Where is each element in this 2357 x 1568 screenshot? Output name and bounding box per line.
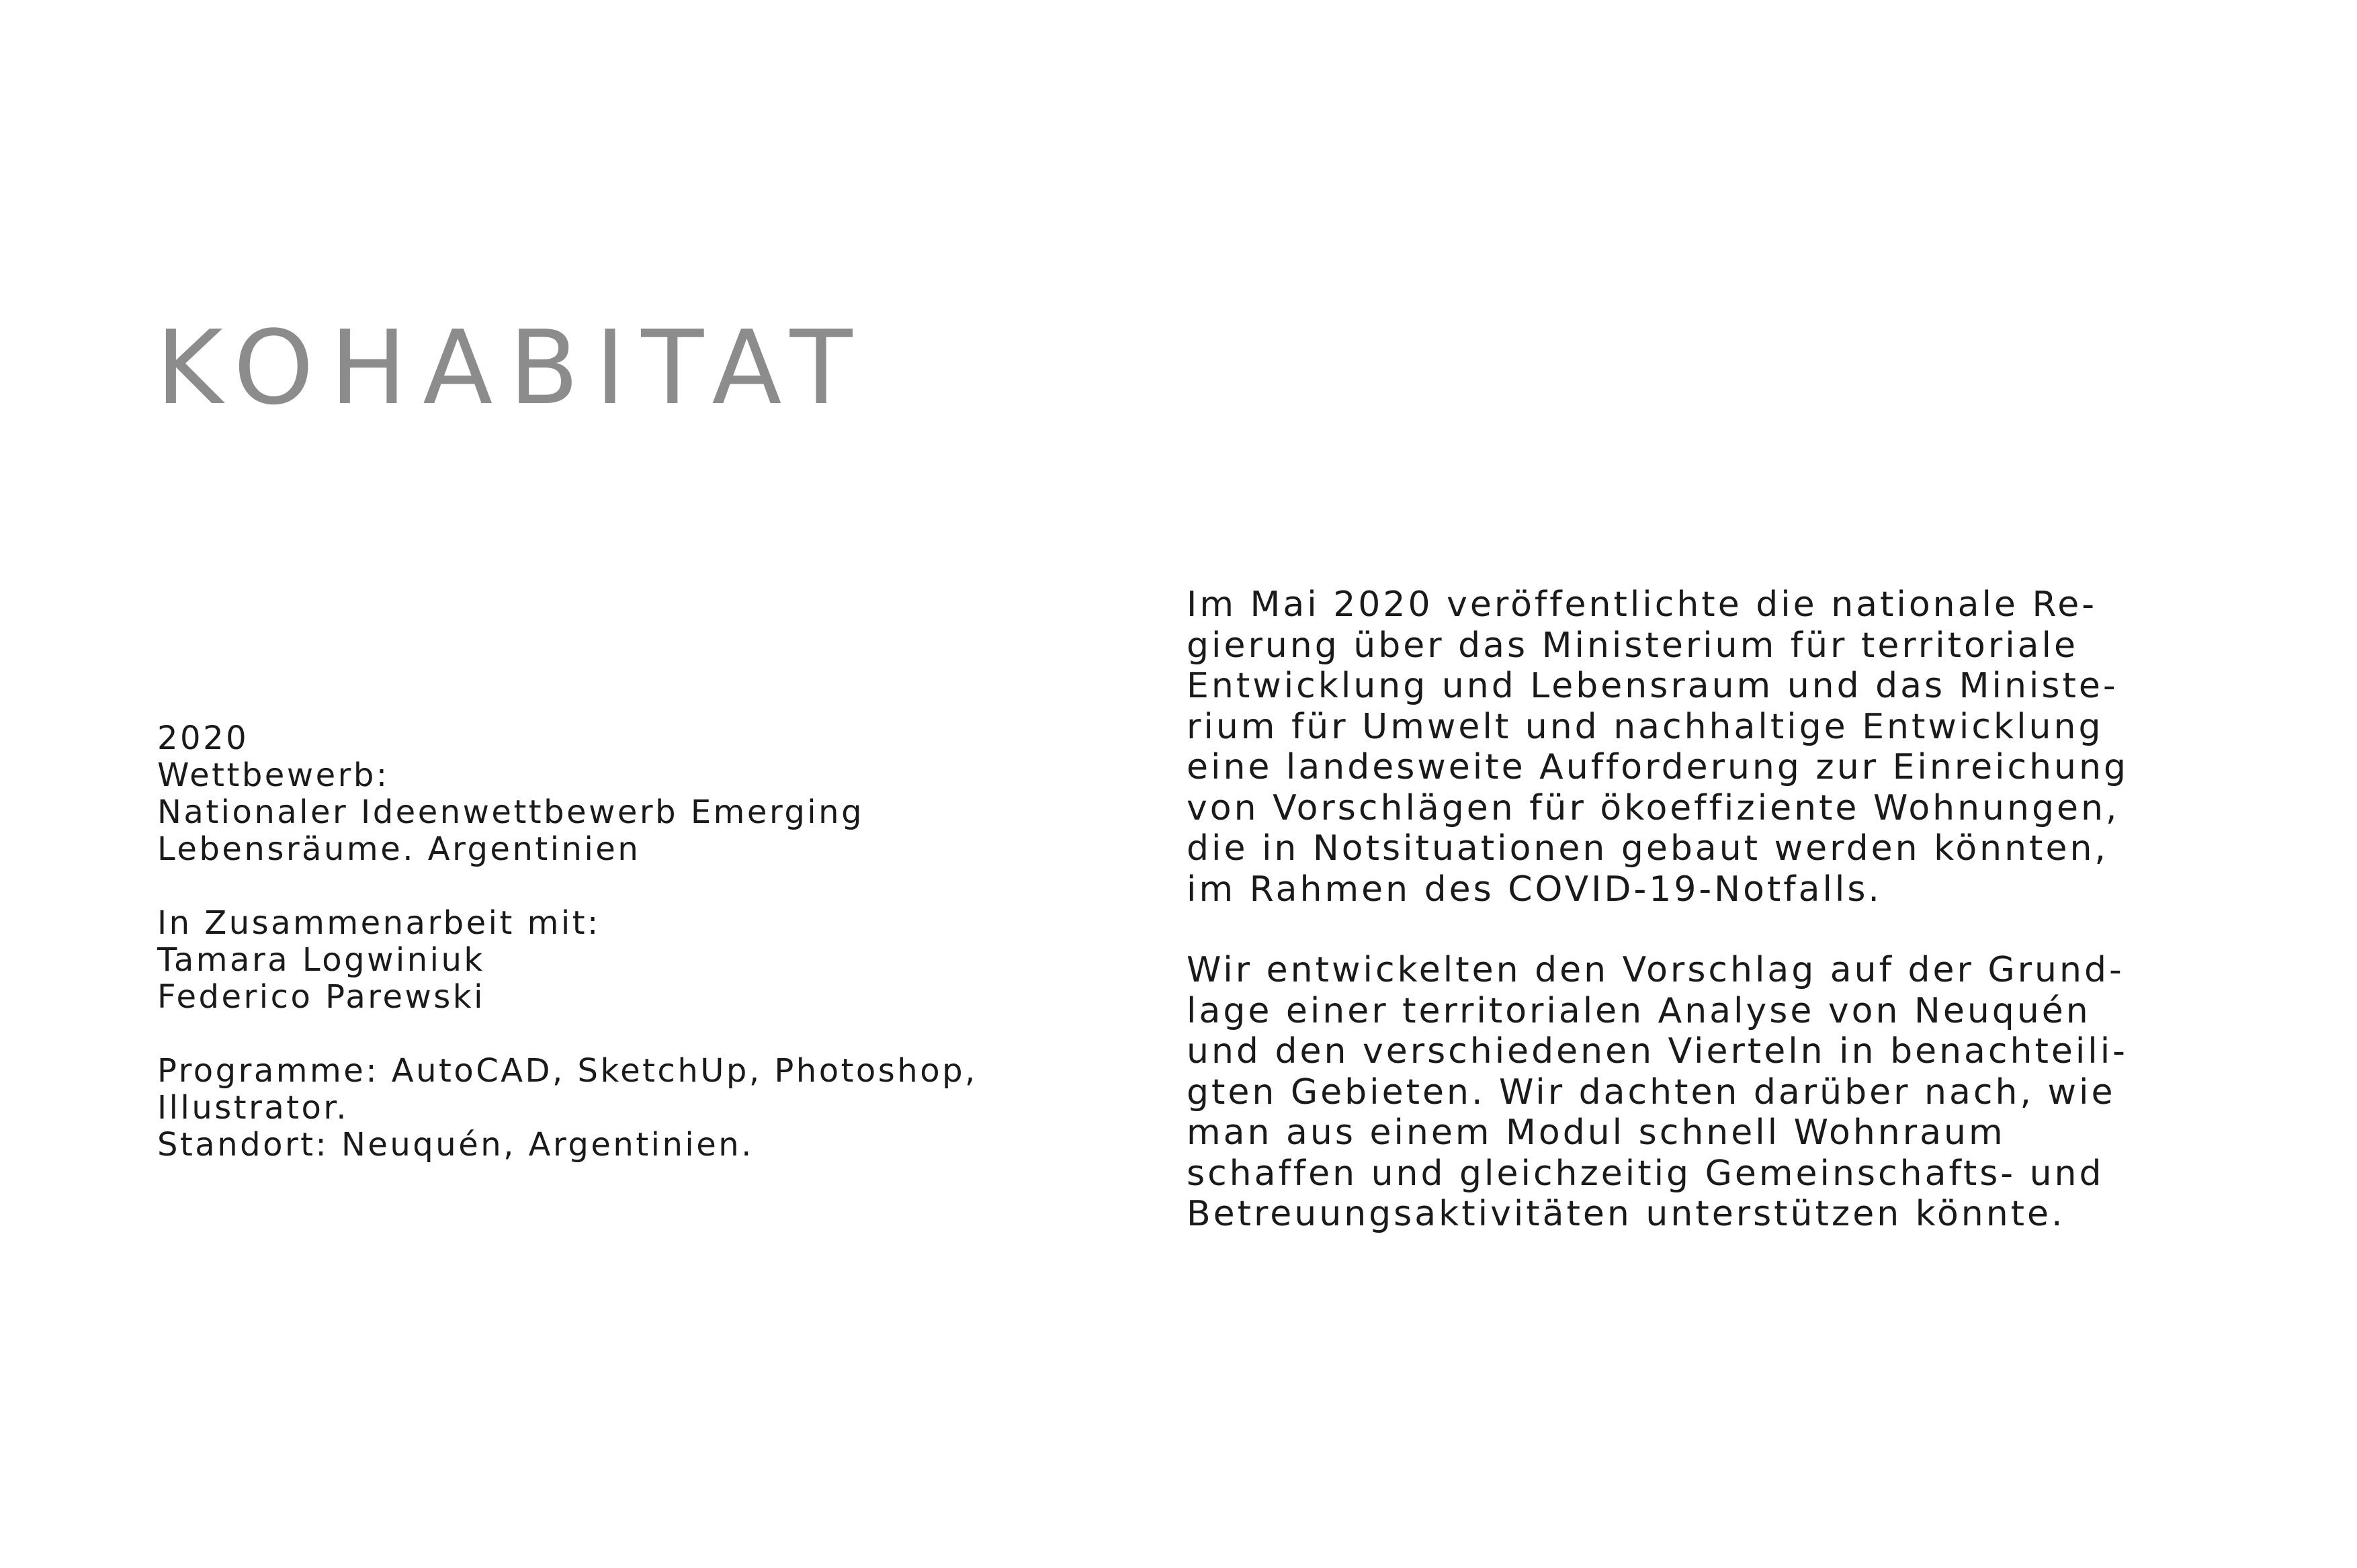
paragraph-line: Wir entwickelten den Vorschlag auf der Grund- — [1187, 950, 2125, 990]
project-description — [1187, 584, 2141, 1275]
location-line: Standort: Neuquén, Argentinien. — [157, 1126, 754, 1164]
description-paragraph-1 — [1187, 584, 2141, 910]
description-paragraph-2 — [1187, 950, 2141, 1235]
page-title: KOHABITAT — [156, 308, 869, 427]
project-details — [157, 720, 1165, 868]
project-type-label: Wettbewerb: — [157, 756, 390, 794]
paragraph-line: im Rahmen des COVID-19-Notfalls. — [1187, 869, 1882, 910]
competition-name-line-2: Lebensräume. Argentinien — [157, 830, 641, 868]
collaboration-label: In Zusammenarbeit mit: — [157, 904, 601, 942]
paragraph-line: gten Gebieten. Wir dachten darüber nach, wie — [1187, 1072, 2116, 1113]
paragraph-line: Entwicklung und Lebensraum und das Ministe- — [1187, 666, 2118, 706]
paragraph-line: die in Notsituationen gebaut werden könnten, — [1187, 828, 2108, 869]
paragraph-line: schaffen und gleichzeitig Gemeinschafts- und — [1187, 1153, 2104, 1194]
paragraph-line: und den verschiedenen Vierteln in benachteili- — [1187, 1031, 2128, 1072]
competition-name-line-1: Nationaler Ideenwettbewerb Emerging — [157, 793, 865, 831]
paragraph-line: rium für Umwelt und nachhaltige Entwicklung — [1187, 706, 2104, 747]
project-info — [157, 720, 1165, 1201]
programs-line-2: Illustrator. — [157, 1089, 349, 1127]
paragraph-line: Betreuungsaktivitäten unterstützen könnte. — [1187, 1194, 2065, 1234]
tools-location-details — [157, 1053, 1165, 1164]
programs-line-1: Programme: AutoCAD, SketchUp, Photoshop, — [157, 1052, 978, 1090]
collaborator-name: Federico Parewski — [157, 978, 485, 1016]
paragraph-line: man aus einem Modul schnell Wohnraum — [1187, 1113, 2006, 1153]
paragraph-line: gierung über das Ministerium für territoriale — [1187, 625, 2078, 666]
collaborator-name: Tamara Logwiniuk — [157, 941, 485, 979]
paragraph-line: Im Mai 2020 veröffentlichte die nationale Re- — [1187, 584, 2098, 625]
paragraph-line: lage einer territorialen Analyse von Neuquén — [1187, 990, 2091, 1031]
paragraph-line: von Vorschlägen für ökoeffiziente Wohnungen, — [1187, 787, 2120, 828]
collaboration-details — [157, 905, 1165, 1016]
paragraph-line: eine landesweite Aufforderung zur Einreichung — [1187, 747, 2129, 787]
project-year: 2020 — [157, 720, 249, 757]
